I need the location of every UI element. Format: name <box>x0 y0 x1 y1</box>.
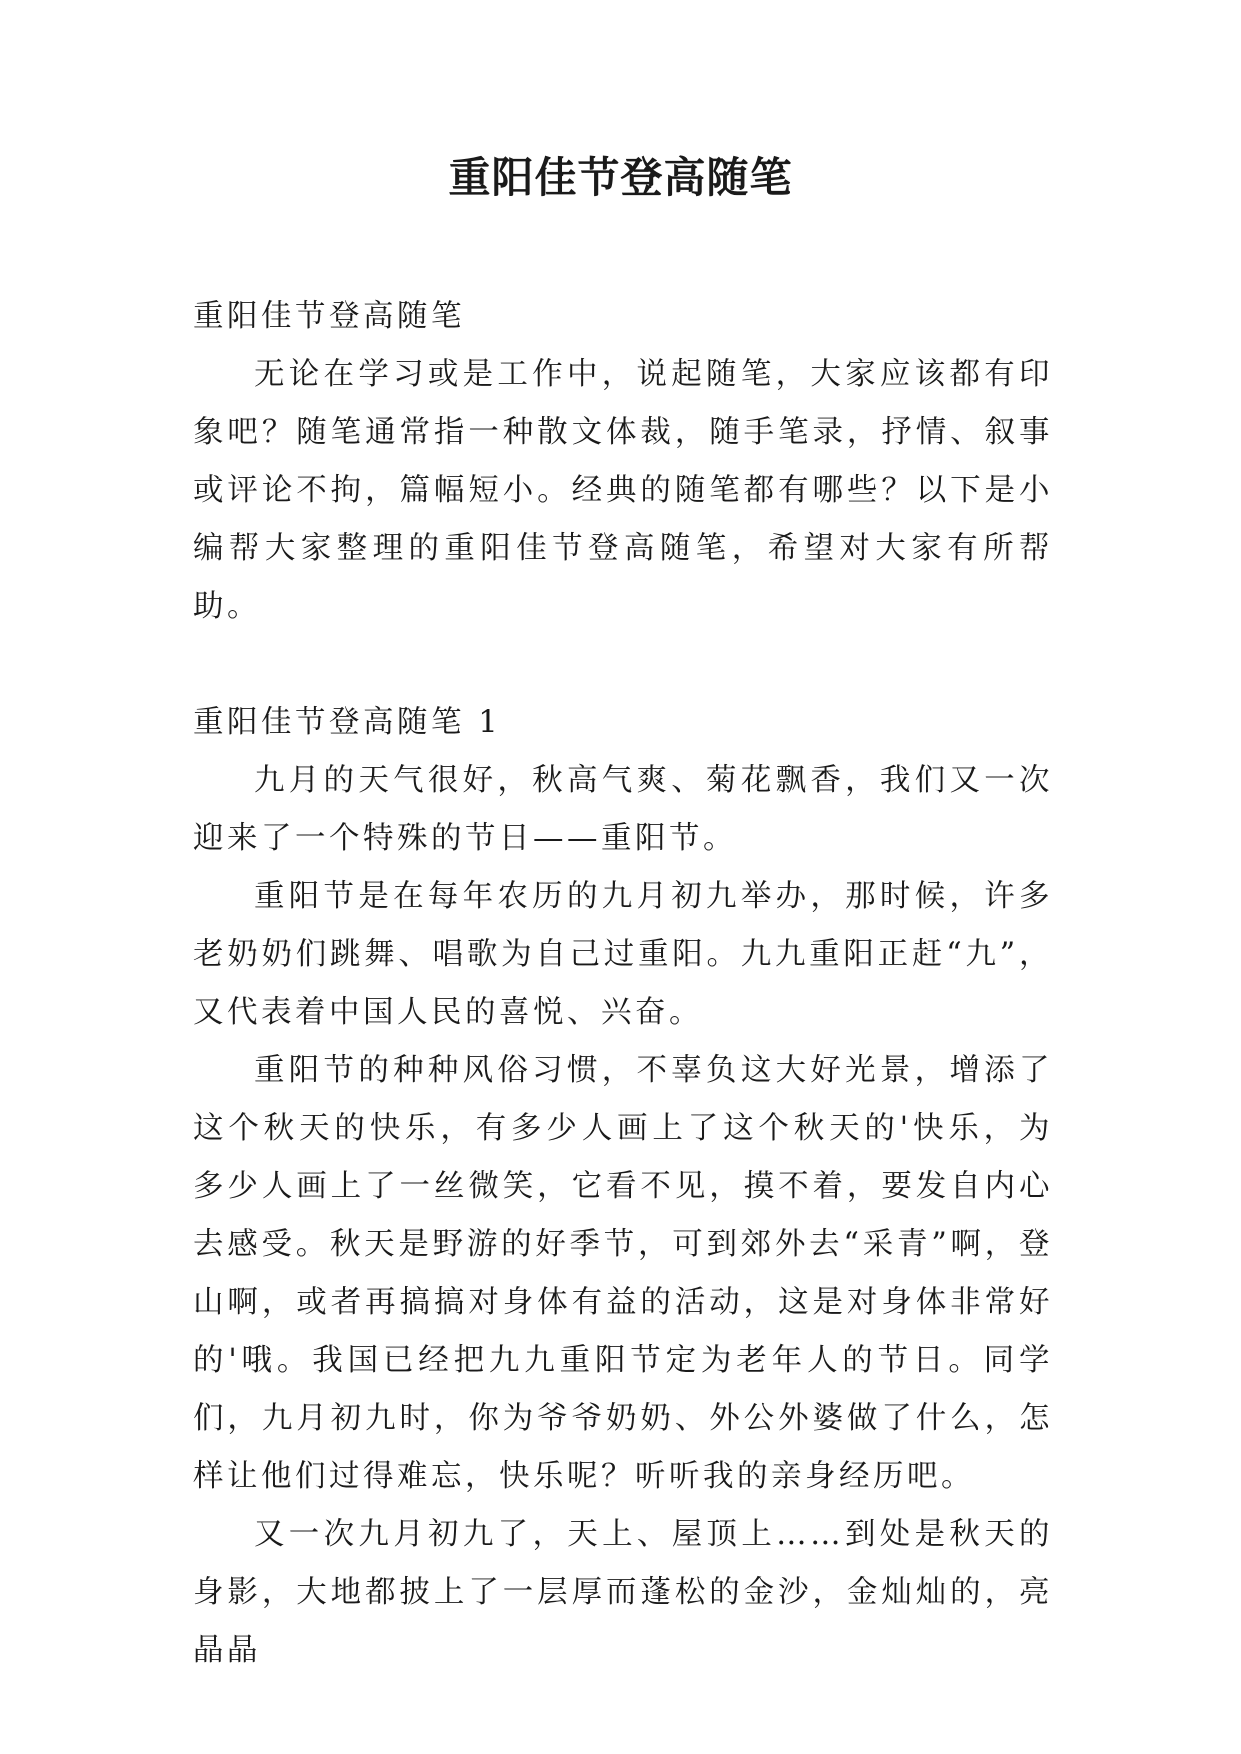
section-heading: 重阳佳节登高随笔 1 <box>193 705 502 740</box>
intro-paragraph: 无论在学习或是工作中，说起随笔，大家应该都有印象吧？随笔通常指一种散文体裁，随手笔录，抒情、叙事或评论不拘，篇幅短小。经典的随笔都有哪些？以下是小编帮大家整理的重阳佳节登高随笔，希望对大家有所帮助。 <box>193 357 1053 624</box>
paragraph-gap <box>193 636 1053 694</box>
subtitle: 重阳佳节登高随笔 <box>193 299 465 334</box>
body-paragraph: 九月的天气很好，秋高气爽、菊花飘香，我们又一次迎来了一个特殊的节日——重阳节。 <box>193 763 1053 856</box>
body-paragraph: 又一次九月初九了，天上、屋顶上……到处是秋天的身影，大地都披上了一层厚而蓬松的金沙，金灿灿的，亮晶晶 <box>193 1517 1053 1668</box>
body-paragraph: 重阳节的种种风俗习惯，不辜负这大好光景，增添了这个秋天的快乐，有多少人画上了这个秋天的'快乐，为多少人画上了一丝微笑，它看不见，摸不着，要发自内心去感受。秋天是野游的好季节，可到郊外去“采青”啊，登山啊，或者再搞搞对身体有益的活动，这是对身体非常好的'哦。我国已经把九九重阳节定为老年人的节日。同学们，九月初九时，你为爷爷奶奶、外公外婆做了什么，怎样让他们过得难忘，快乐呢？听听我的亲身经历吧。 <box>193 1053 1053 1494</box>
body-paragraph: 重阳节是在每年农历的九月初九举办，那时候，许多老奶奶们跳舞、唱歌为自己过重阳。九九重阳正赶“九”，又代表着中国人民的喜悦、兴奋。 <box>193 879 1053 1030</box>
document-body <box>193 288 1053 1680</box>
page-title: 重阳佳节登高随笔 <box>448 153 793 202</box>
